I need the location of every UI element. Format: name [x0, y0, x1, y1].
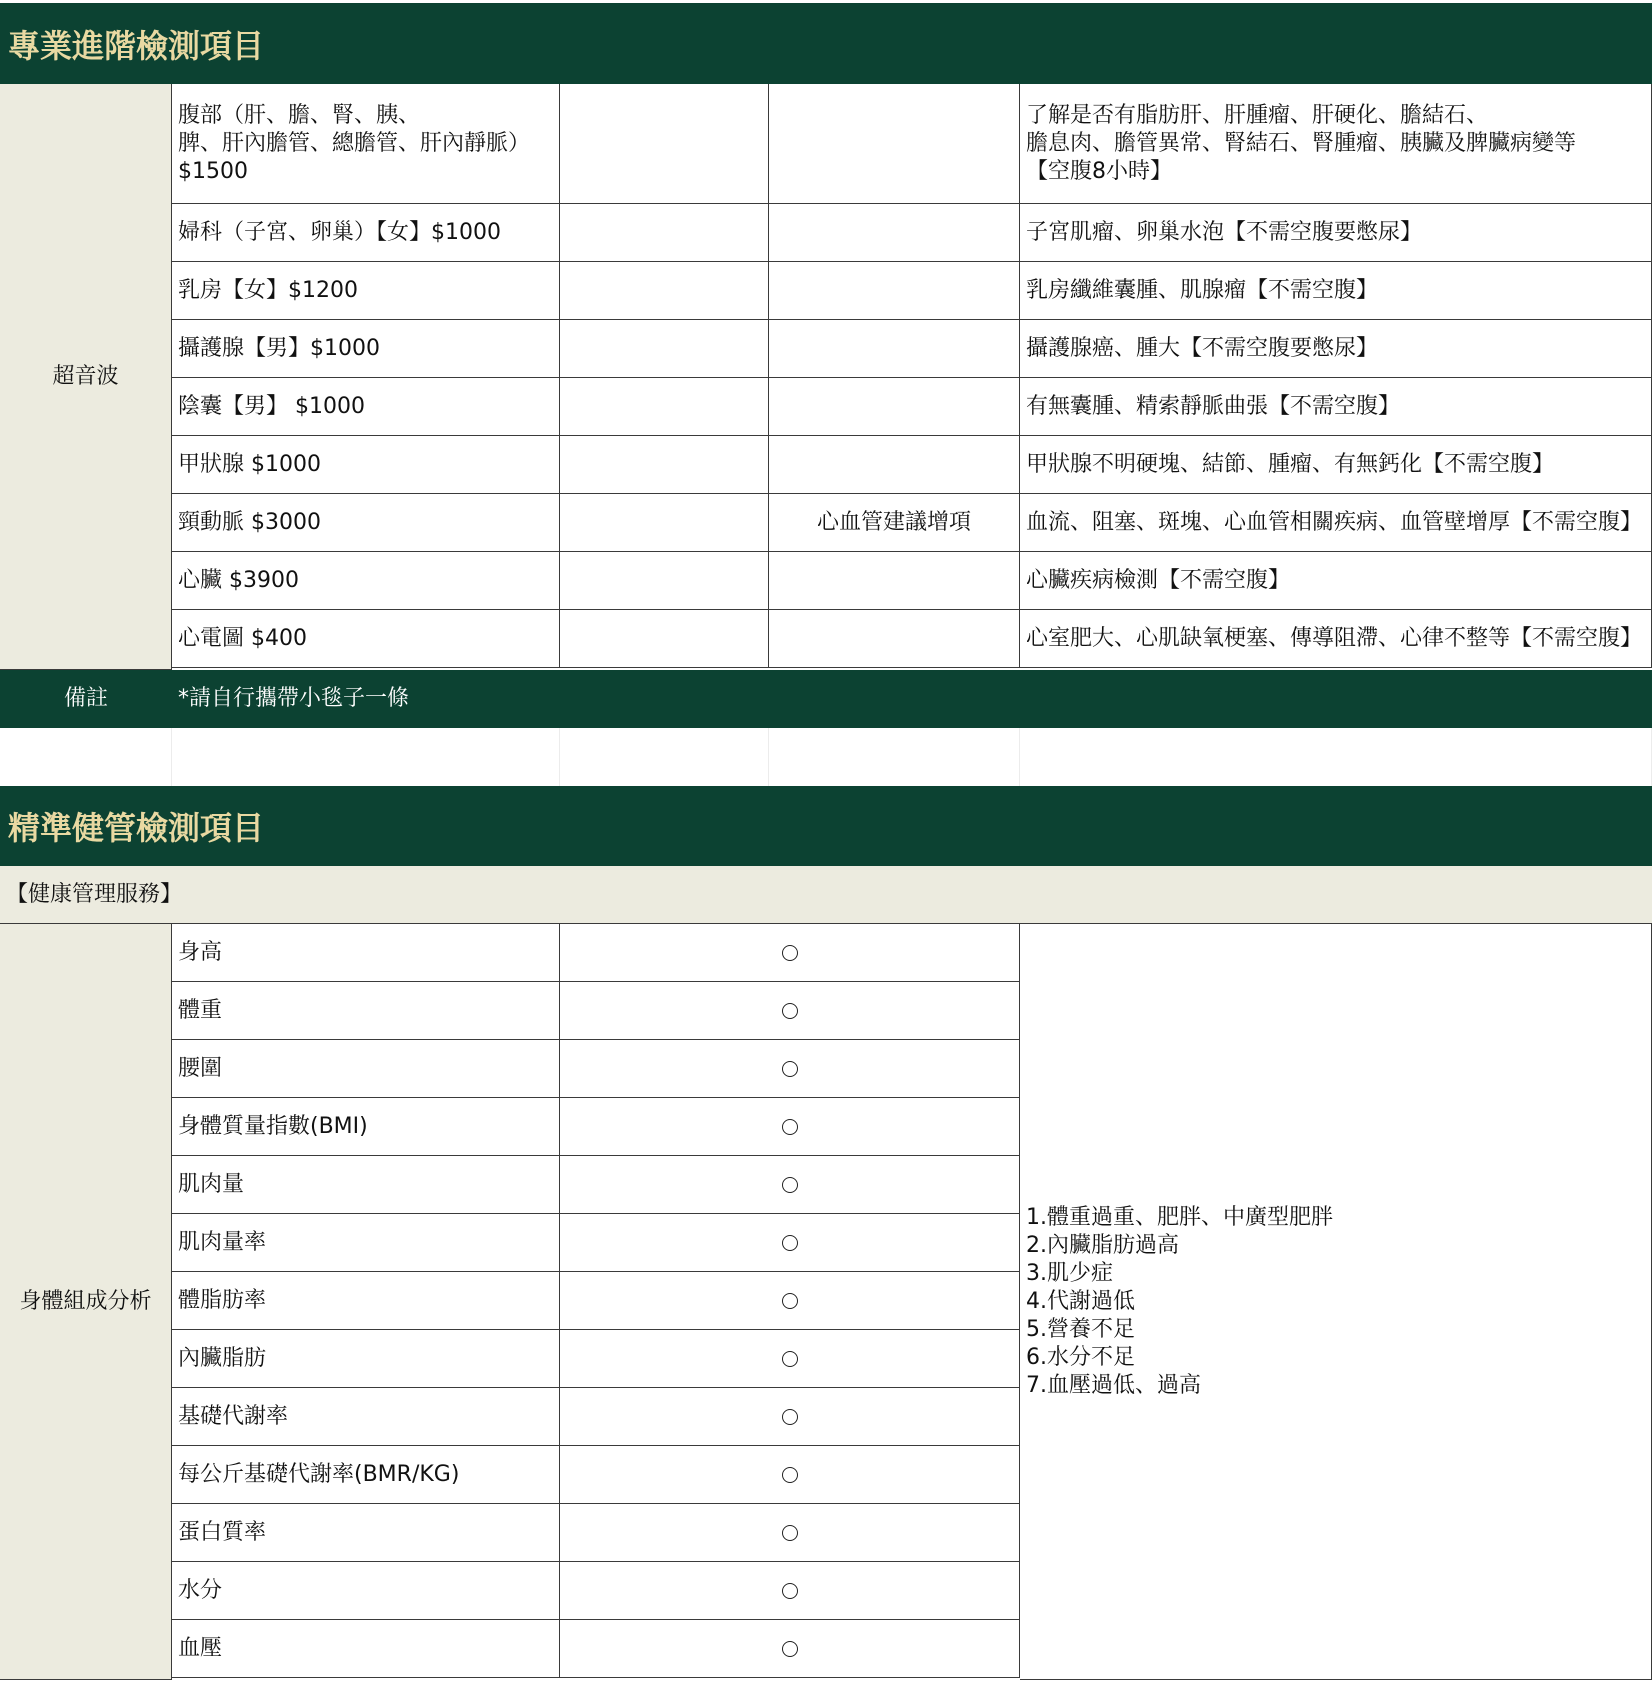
body-composition-description-line: 7.血壓過低、過高	[1026, 1372, 1201, 1398]
subheader-health-service-text: 【健康管理服務】	[6, 881, 183, 907]
empty-cell[interactable]	[172, 728, 560, 786]
measurement-item-cell[interactable]	[172, 1098, 560, 1156]
measurement-item-label: 水分	[178, 1577, 223, 1603]
measurement-item-label: 內臟脂肪	[178, 1345, 267, 1371]
exam-description-line: 血流、阻塞、斑塊、心血管相關疾病、血管壁增厚【不需空腹】	[1026, 509, 1643, 535]
measurement-item-label: 體脂肪率	[178, 1287, 267, 1313]
included-circle-icon	[782, 1061, 798, 1077]
included-mark-cell[interactable]	[560, 1156, 1020, 1214]
included-circle-icon	[782, 1177, 798, 1193]
empty-cell[interactable]	[560, 436, 769, 494]
exam-item-label: $1500	[178, 158, 248, 184]
measurement-item-cell[interactable]	[172, 1504, 560, 1562]
exam-item-cell[interactable]	[172, 84, 560, 204]
exam-item-label: 脾、肝內膽管、總膽管、肝內靜脈）	[178, 130, 531, 156]
exam-description-cell[interactable]	[1020, 204, 1652, 262]
measurement-item-label: 蛋白質率	[178, 1519, 267, 1545]
included-circle-icon	[782, 1235, 798, 1251]
exam-item-label: 乳房【女】$1200	[178, 277, 358, 303]
included-mark-cell[interactable]	[560, 982, 1020, 1040]
exam-description-cell[interactable]	[1020, 320, 1652, 378]
empty-cell[interactable]	[0, 728, 172, 786]
exam-description-line: 心室肥大、心肌缺氧梗塞、傳導阻滯、心律不整等【不需空腹】	[1026, 625, 1643, 651]
note-text-cell[interactable]	[172, 670, 1652, 728]
section-title-advanced	[0, 3, 1652, 84]
exam-description-line: 膽息肉、膽管異常、腎結石、腎腫瘤、胰臟及脾臟病變等	[1026, 130, 1577, 156]
category-ultrasound[interactable]	[0, 84, 172, 670]
exam-description-cell[interactable]	[1020, 552, 1652, 610]
exam-description-cell[interactable]	[1020, 378, 1652, 436]
measurement-item-cell[interactable]	[172, 1214, 560, 1272]
exam-description-line: 有無囊腫、精索靜脈曲張【不需空腹】	[1026, 393, 1401, 419]
exam-item-cell[interactable]	[172, 610, 560, 668]
measurement-item-cell[interactable]	[172, 1330, 560, 1388]
measurement-item-label: 每公斤基礎代謝率(BMR/KG)	[178, 1461, 460, 1487]
measurement-item-cell[interactable]	[172, 1040, 560, 1098]
empty-cell[interactable]	[560, 320, 769, 378]
exam-item-label: 頸動脈 $3000	[178, 509, 321, 535]
recommendation-cell[interactable]	[769, 378, 1020, 436]
measurement-item-label: 肌肉量	[178, 1171, 245, 1197]
recommendation-cell[interactable]	[769, 436, 1020, 494]
measurement-item-cell[interactable]	[172, 1272, 560, 1330]
exam-description-cell[interactable]	[1020, 84, 1652, 204]
body-composition-description-line: 2.內臟脂肪過高	[1026, 1232, 1179, 1258]
exam-item-cell[interactable]	[172, 204, 560, 262]
note-label: 備註	[63, 686, 108, 711]
description-lines	[1026, 1204, 1651, 1400]
included-mark-cell[interactable]	[560, 1446, 1020, 1504]
measurement-item-label: 身體質量指數(BMI)	[178, 1113, 368, 1139]
empty-cell[interactable]	[560, 494, 769, 552]
exam-description-line: 攝護腺癌、腫大【不需空腹要憋尿】	[1026, 335, 1379, 361]
empty-cell[interactable]	[560, 610, 769, 668]
empty-cell[interactable]	[560, 552, 769, 610]
recommendation-cell[interactable]	[769, 84, 1020, 204]
included-mark-cell[interactable]	[560, 1620, 1020, 1678]
included-mark-cell[interactable]	[560, 1388, 1020, 1446]
included-circle-icon	[782, 1351, 798, 1367]
exam-description-line: 心臟疾病檢測【不需空腹】	[1026, 567, 1291, 593]
exam-description-line: 甲狀腺不明硬塊、結節、腫瘤、有無鈣化【不需空腹】	[1026, 451, 1555, 477]
included-mark-cell[interactable]	[560, 1272, 1020, 1330]
recommendation-cell[interactable]	[769, 552, 1020, 610]
included-mark-cell[interactable]	[560, 1098, 1020, 1156]
empty-cell[interactable]	[769, 728, 1020, 786]
recommendation-cell[interactable]	[769, 610, 1020, 668]
exam-item-label: 心臟 $3900	[178, 567, 299, 593]
exam-description-line: 【空腹8小時】	[1026, 158, 1172, 184]
exam-item-cell[interactable]	[172, 552, 560, 610]
included-mark-cell[interactable]	[560, 1214, 1020, 1272]
included-mark-cell[interactable]	[560, 1330, 1020, 1388]
exam-description-line: 子宮肌瘤、卵巢水泡【不需空腹要憋尿】	[1026, 219, 1423, 245]
exam-item-label: 陰囊【男】 $1000	[178, 393, 365, 419]
measurement-item-cell[interactable]	[172, 1562, 560, 1620]
empty-cell[interactable]	[560, 378, 769, 436]
recommendation-cell[interactable]	[769, 262, 1020, 320]
section-title-health-text: 精準健管檢測項目	[8, 809, 265, 847]
measurement-item-cell[interactable]	[172, 1156, 560, 1214]
recommendation-cell[interactable]	[769, 494, 1020, 552]
exam-item-cell[interactable]	[172, 436, 560, 494]
empty-cell[interactable]	[560, 84, 769, 204]
body-composition-description-line: 6.水分不足	[1026, 1344, 1135, 1370]
exam-item-label: 腹部（肝、膽、腎、胰、	[178, 102, 421, 128]
included-circle-icon	[782, 1293, 798, 1309]
exam-item-cell[interactable]	[172, 320, 560, 378]
exam-description-cell[interactable]	[1020, 436, 1652, 494]
section-title-health	[0, 786, 1652, 866]
included-circle-icon	[782, 1525, 798, 1541]
exam-description-cell[interactable]	[1020, 494, 1652, 552]
included-circle-icon	[782, 1119, 798, 1135]
measurement-item-cell[interactable]	[172, 1388, 560, 1446]
exam-description-line: 乳房纖維囊腫、肌腺瘤【不需空腹】	[1026, 277, 1379, 303]
included-circle-icon	[782, 1409, 798, 1425]
included-circle-icon	[782, 1641, 798, 1657]
body-composition-description-line: 1.體重過重、肥胖、中廣型肥胖	[1026, 1204, 1333, 1230]
exam-item-label: 攝護腺【男】$1000	[178, 335, 380, 361]
included-circle-icon	[782, 1003, 798, 1019]
body-composition-description-line: 3.肌少症	[1026, 1260, 1113, 1286]
included-mark-cell[interactable]	[560, 1562, 1020, 1620]
included-mark-cell[interactable]	[560, 924, 1020, 982]
included-circle-icon	[782, 1467, 798, 1483]
empty-cell[interactable]	[1020, 728, 1652, 786]
note-label-cell[interactable]	[0, 670, 172, 728]
measurement-item-label: 身高	[178, 939, 223, 965]
measurement-item-cell[interactable]	[172, 1446, 560, 1504]
measurement-item-label: 肌肉量率	[178, 1229, 267, 1255]
exam-item-label: 婦科（子宮、卵巢）【女】$1000	[178, 219, 501, 245]
measurement-item-label: 血壓	[178, 1635, 223, 1661]
category-ultrasound-label: 超音波	[52, 363, 119, 389]
empty-cell[interactable]	[560, 204, 769, 262]
recommendation-cell[interactable]	[769, 204, 1020, 262]
body-composition-description[interactable]	[1020, 924, 1652, 1680]
measurement-item-cell[interactable]	[172, 982, 560, 1040]
exam-item-cell[interactable]	[172, 494, 560, 552]
included-circle-icon	[782, 945, 798, 961]
exam-item-cell[interactable]	[172, 262, 560, 320]
exam-item-label: 甲狀腺 $1000	[178, 451, 321, 477]
empty-cell[interactable]	[560, 262, 769, 320]
subheader-health-service[interactable]	[0, 866, 1652, 924]
note-text: *請自行攜帶小毯子一條	[178, 686, 410, 711]
exam-item-label: 心電圖 $400	[178, 625, 307, 651]
included-mark-cell[interactable]	[560, 1040, 1020, 1098]
exam-description-cell[interactable]	[1020, 610, 1652, 668]
exam-description-cell[interactable]	[1020, 262, 1652, 320]
body-composition-description-line: 4.代謝過低	[1026, 1288, 1135, 1314]
included-circle-icon	[782, 1583, 798, 1599]
measurement-item-cell[interactable]	[172, 1620, 560, 1678]
recommendation-cell[interactable]	[769, 320, 1020, 378]
measurement-item-label: 腰圍	[178, 1055, 223, 1081]
empty-cell[interactable]	[560, 728, 769, 786]
measurement-item-cell[interactable]	[172, 924, 560, 982]
category-body-composition[interactable]	[0, 924, 172, 1680]
recommendation-label: 心血管建議增項	[816, 509, 971, 535]
exam-item-cell[interactable]	[172, 378, 560, 436]
included-mark-cell[interactable]	[560, 1504, 1020, 1562]
body-composition-description-line: 5.營養不足	[1026, 1316, 1135, 1342]
category-body-composition-label: 身體組成分析	[19, 1288, 152, 1314]
measurement-item-label: 基礎代謝率	[178, 1403, 289, 1429]
section-title-advanced-text: 專業進階檢測項目	[8, 26, 265, 65]
measurement-item-label: 體重	[178, 997, 223, 1023]
exam-description-line: 了解是否有脂肪肝、肝腫瘤、肝硬化、膽結石、	[1026, 102, 1489, 128]
